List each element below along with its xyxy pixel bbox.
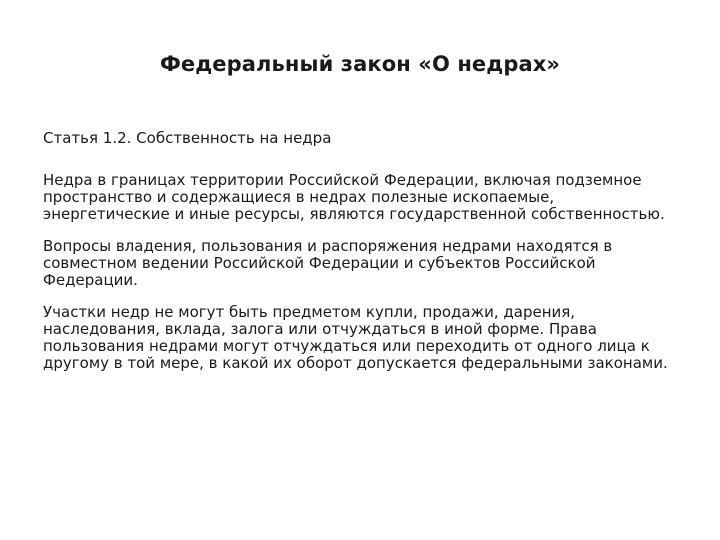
slide-content [43,128,683,387]
slide-title: Федеральный закон «О недрах» [159,52,561,76]
article-heading: Статья 1.2. Собственность на недра [43,129,332,147]
paragraph-alienation: Участки недр не могут быть предметом купли, продажи, дарения, наследования, вклада, залога или отчуждаться в иной форме. Права пользования недрами могут отчуждаться или переходить от одного лица к другому в той мере, в какой их оборот допускается федеральными законами. [43,303,668,372]
paragraph-joint-jurisdiction: Вопросы владения, пользования и распоряжения недрами находятся в совместном ведении Российской Федерации и субъектов Российской Федерации. [43,237,613,289]
paragraph-ownership: Недра в границах территории Российской Федерации, включая подземное пространство и содержащиеся в недрах полезные ископаемые, энергетические и иные ресурсы, являются государственной собственностью. [43,171,665,223]
